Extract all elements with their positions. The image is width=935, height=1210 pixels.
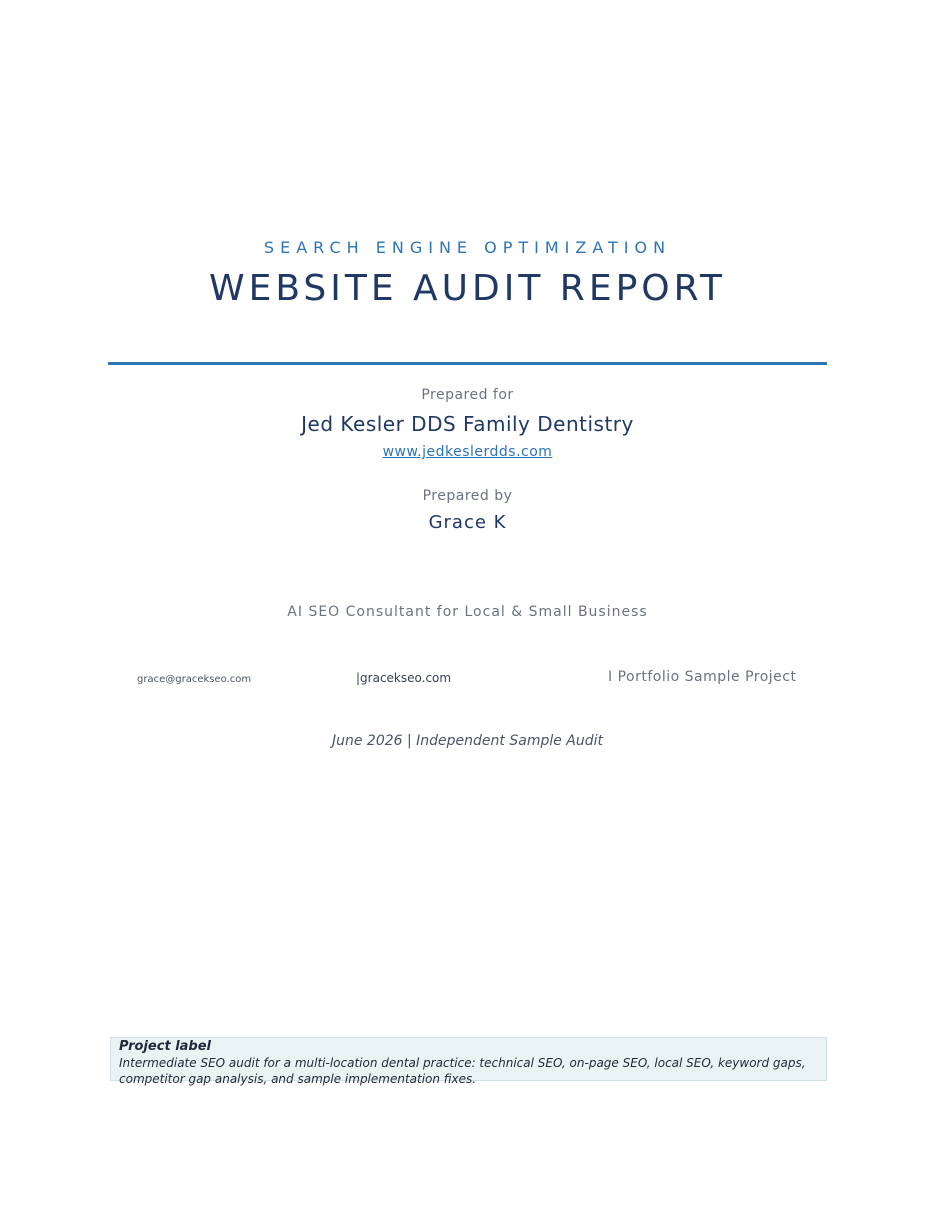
website-link[interactable]: www.jedkeslerdds.com (382, 444, 553, 460)
cover-kicker: SEARCH ENGINE OPTIMIZATION (263, 238, 672, 257)
contact-portfolio: I Portfolio Sample Project (608, 669, 797, 685)
client-website-link (0, 441, 935, 460)
project-label-box (110, 1037, 827, 1086)
title-divider (108, 362, 827, 365)
client-name: Jed Kesler DDS Family Dentistry (301, 412, 634, 436)
prepared-for-label: Prepared for (421, 387, 514, 403)
project-label-text: Intermediate SEO audit for a multi-location dental practice: technical SEO, on-page SEO, local SEO, keyword gaps, competitor gap analysis, and sample implementation fixes. (119, 1056, 806, 1086)
author-role: AI SEO Consultant for Local & Small Business (287, 604, 648, 620)
date-line: June 2026 | Independent Sample Audit (331, 733, 604, 749)
contact-email[interactable]: grace@gracekseo.com (137, 674, 252, 685)
author-name: Grace K (428, 512, 507, 533)
report-title: WEBSITE AUDIT REPORT (209, 268, 726, 309)
contact-site[interactable]: |gracekseo.com (356, 671, 452, 685)
prepared-by-label: Prepared by (422, 488, 513, 504)
project-label-title: Project label (119, 1039, 211, 1054)
